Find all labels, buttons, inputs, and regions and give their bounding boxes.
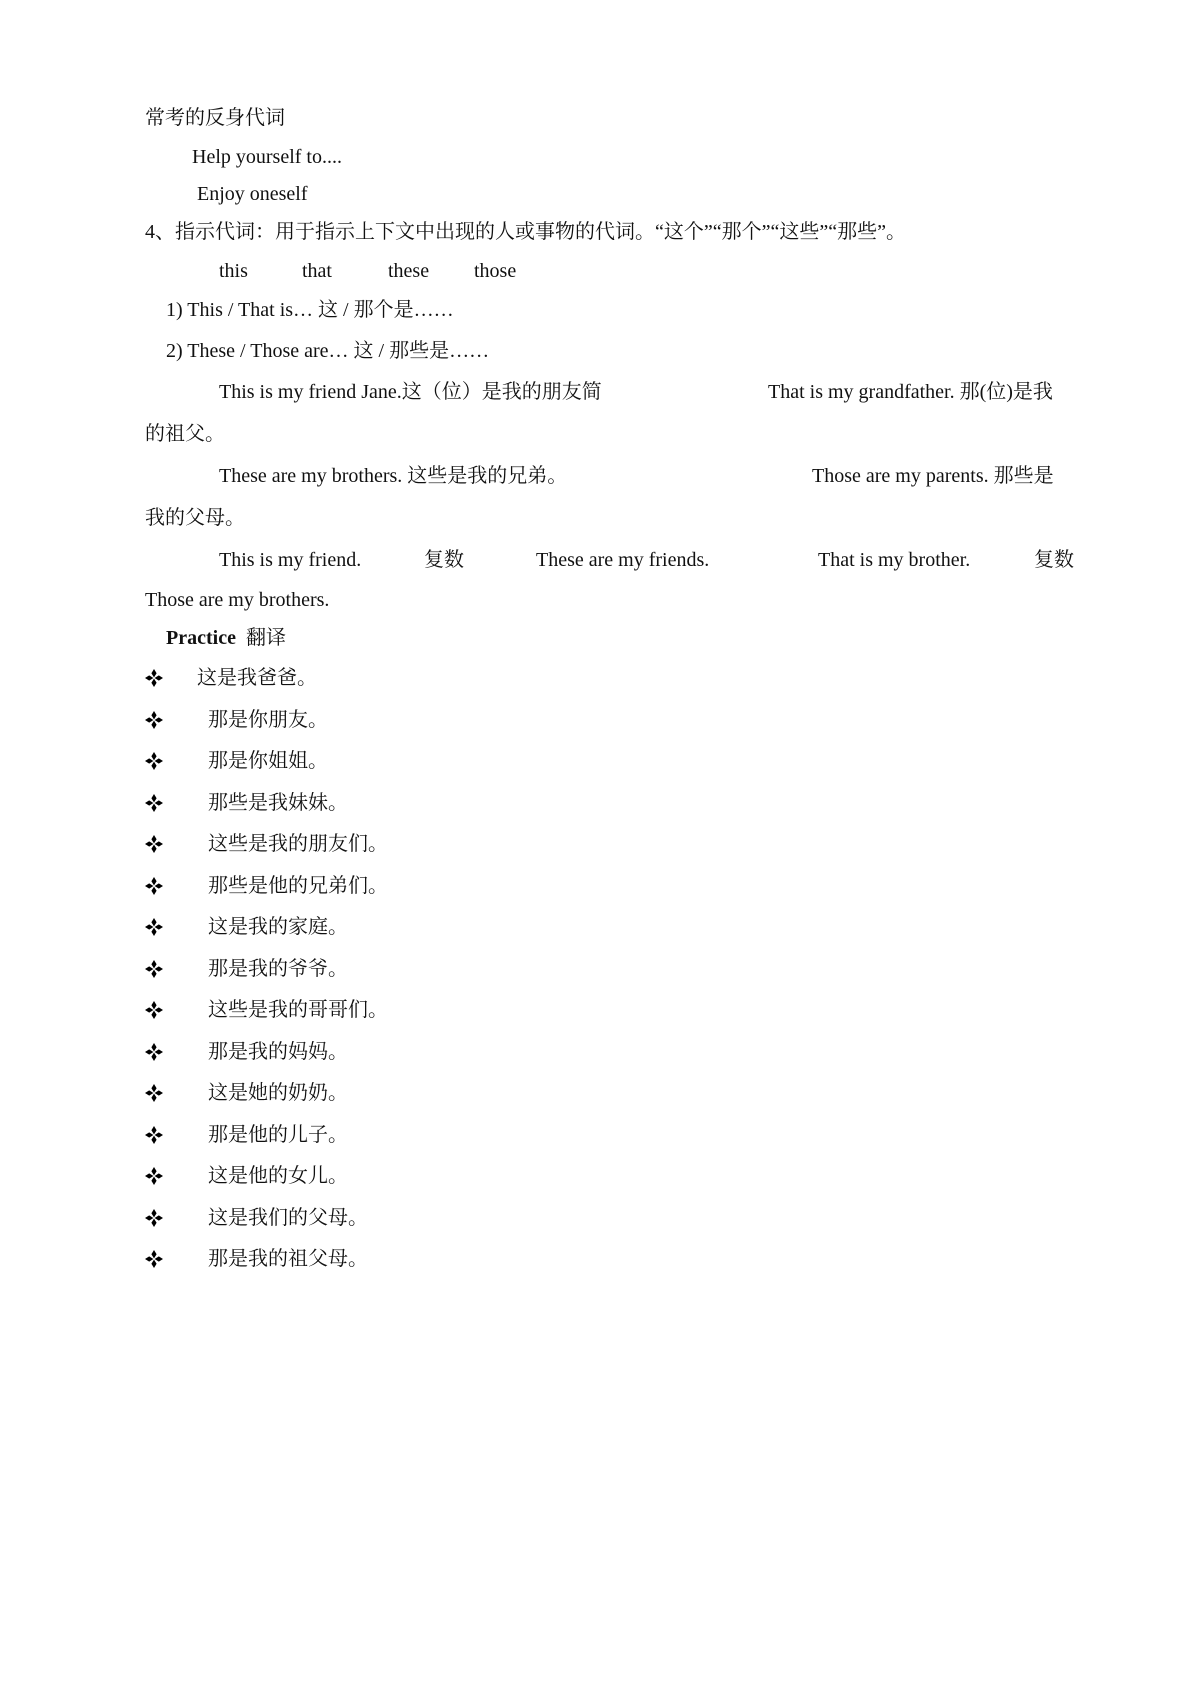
practice-item: 这是我的家庭。 (208, 916, 348, 938)
diamond-bullet-icon (145, 955, 167, 983)
plural-example: That is my brother. (818, 549, 971, 571)
practice-item: 那是我的爷爷。 (208, 957, 348, 980)
diamond-bullet-icon (145, 1204, 167, 1232)
diamond-bullet-icon (145, 996, 167, 1024)
practice-item: 那是你朋友。 (208, 708, 328, 731)
pattern-plural: 2) These / Those are… 这 / 那些是…… (166, 340, 490, 362)
practice-item: 那些是我妹妹。 (208, 791, 348, 814)
plural-example: These are my friends. (536, 549, 710, 571)
practice-item: 这是我们的父母。 (208, 1206, 368, 1229)
plural-label: 复数 (1034, 549, 1074, 571)
example-sentence-continuation: 我的父母。 (145, 507, 245, 529)
example-sentence: Those are my parents. 那些是 (812, 465, 1054, 487)
practice-item: 这些是我的朋友们。 (208, 833, 388, 855)
reflexive-example: Help yourself to.... (192, 146, 342, 168)
diamond-bullet-icon (145, 706, 167, 734)
reflexive-heading: 常考的反身代词 (145, 107, 285, 129)
practice-item: 那是我的妈妈。 (208, 1040, 348, 1063)
plural-example: This is my friend. (219, 549, 362, 571)
demonstrative-word: this (219, 260, 248, 282)
diamond-bullet-icon (145, 1038, 167, 1066)
diamond-bullet-icon (145, 1245, 167, 1273)
practice-translate-label: 翻译 (245, 627, 286, 649)
diamond-bullet-icon (145, 913, 167, 941)
plural-example-continuation: Those are my brothers. (145, 589, 330, 611)
practice-label: Practice (166, 627, 236, 649)
practice-item: 这是她的奶奶。 (208, 1082, 348, 1104)
diamond-bullet-icon (145, 1162, 167, 1190)
diamond-bullet-icon (145, 872, 167, 900)
practice-item: 这是他的女儿。 (208, 1165, 348, 1187)
practice-item: 那些是他的兄弟们。 (208, 874, 388, 897)
example-sentence: That is my grandfather. 那(位)是我 (768, 381, 1053, 403)
diamond-bullet-icon (145, 664, 167, 692)
diamond-bullet-icon (145, 1121, 167, 1149)
practice-item: 那是他的儿子。 (208, 1123, 348, 1146)
practice-item: 那是我的祖父母。 (208, 1248, 368, 1270)
example-sentence: These are my brothers. 这些是我的兄弟。 (219, 465, 568, 487)
demonstrative-word: these (388, 260, 430, 282)
demonstrative-word: that (302, 260, 332, 282)
example-sentence-continuation: 的祖父。 (145, 423, 225, 445)
practice-item: 那是你姐姐。 (208, 750, 328, 772)
practice-heading (166, 624, 286, 652)
diamond-bullet-icon (145, 1079, 167, 1107)
practice-item: 这些是我的哥哥们。 (208, 999, 388, 1021)
diamond-bullet-icon (145, 747, 167, 775)
plural-label: 复数 (424, 549, 464, 571)
diamond-bullet-icon (145, 830, 167, 858)
example-sentence: This is my friend Jane.这（位）是我的朋友简 (219, 381, 602, 403)
practice-item: 这是我爸爸。 (197, 667, 317, 689)
demonstrative-word: those (474, 260, 517, 282)
diamond-bullet-icon (145, 789, 167, 817)
section-4-title: 4、指示代词：用于指示上下文中出现的人或事物的代词。“这个”“那个”“这些”“那些”。 (145, 221, 907, 243)
reflexive-example: Enjoy oneself (197, 183, 308, 205)
pattern-singular: 1) This / That is… 这 / 那个是…… (166, 299, 454, 321)
